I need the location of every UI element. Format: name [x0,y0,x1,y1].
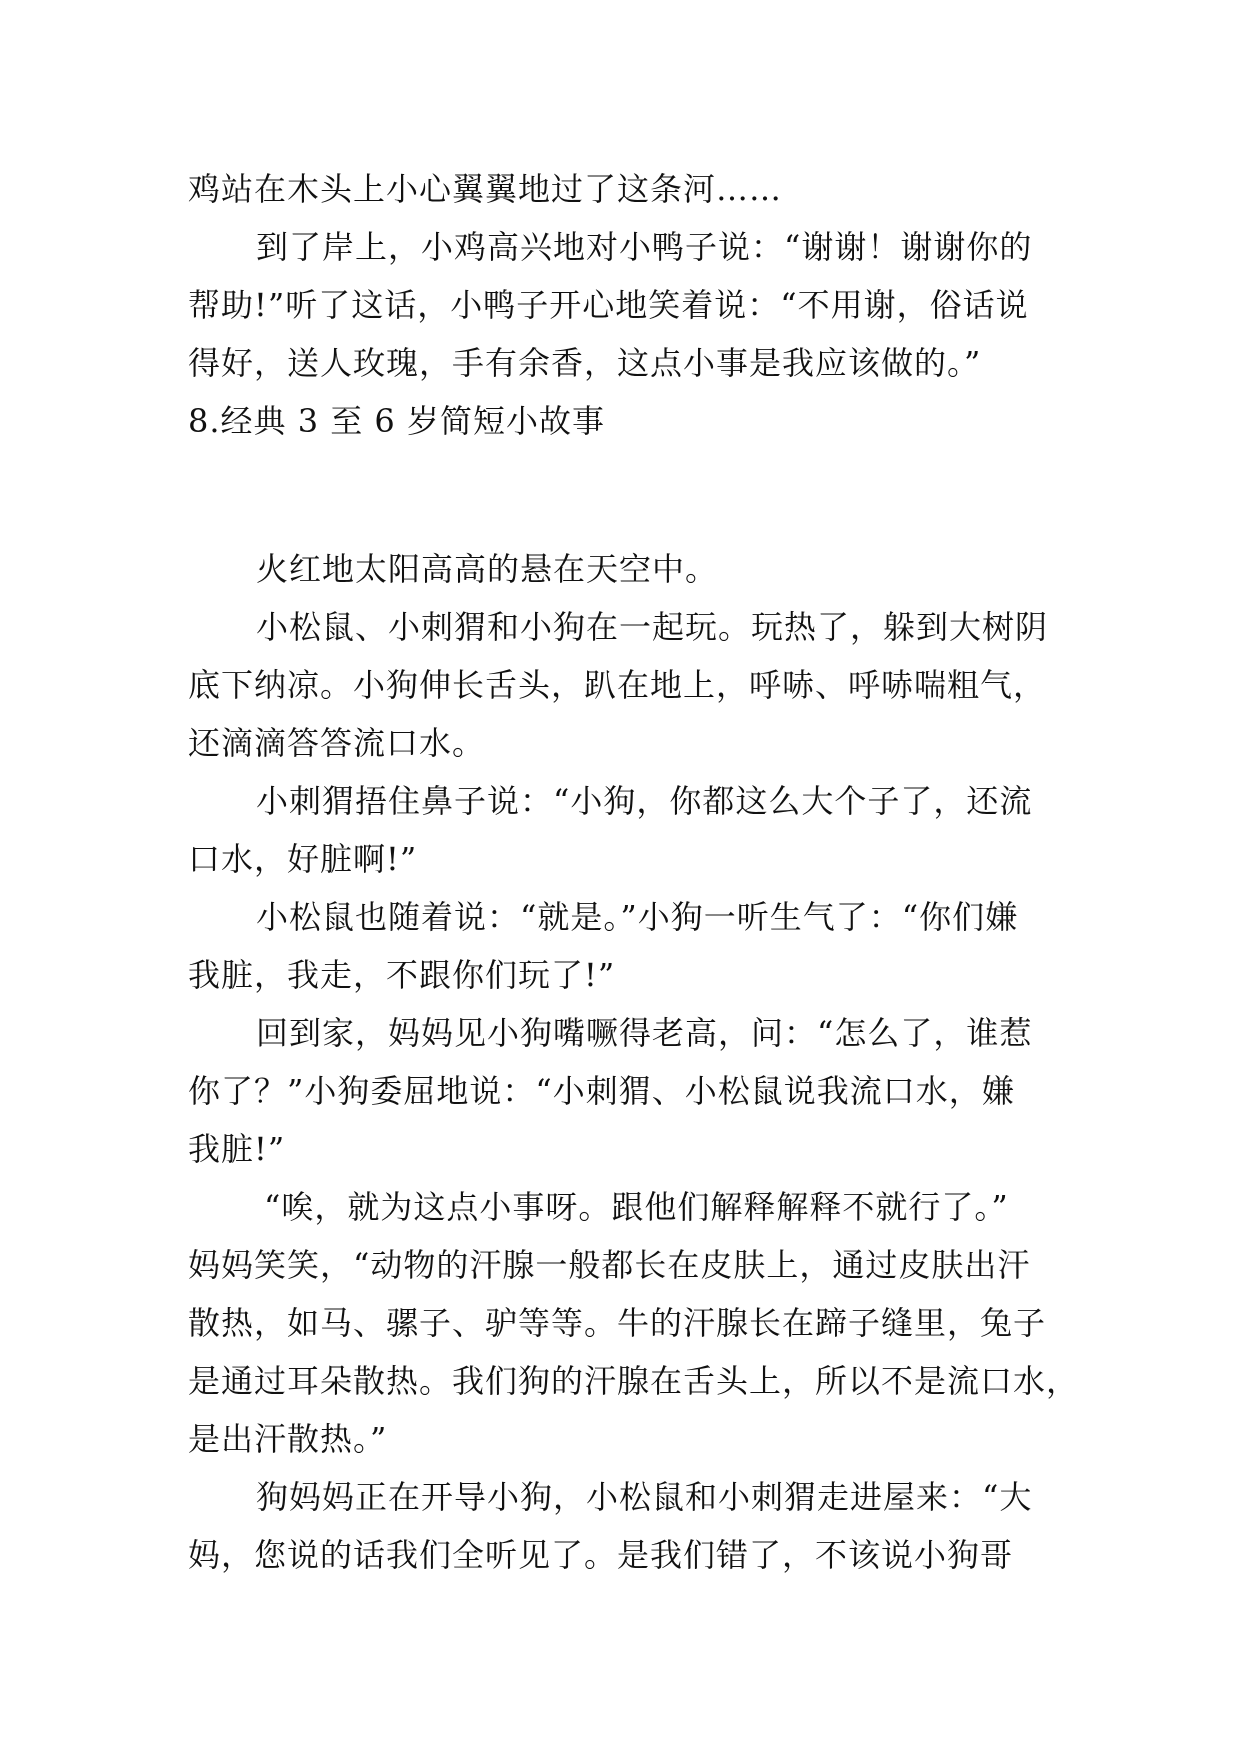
text-line: 小松鼠也随着说：“就是。”小狗一听生气了：“你们嫌 [256,898,1019,936]
document-page [188,160,1080,1584]
text-line: 散热，如马、骡子、驴等等。牛的汗腺长在蹄子缝里，兔子 [188,1304,1047,1342]
text-line: 底下纳凉。小狗伸长舌头，趴在地上，呼哧、呼哧喘粗气， [188,666,1047,704]
text-line: “唉，就为这点小事呀。跟他们解释解释不就行了。” [264,1188,1009,1226]
text-line: 我脏，我走，不跟你们玩了!” [188,956,616,994]
text-line: 回到家，妈妈见小狗嘴噘得老高，问：“怎么了，谁惹 [256,1014,1033,1052]
text-line: 鸡站在木头上小心翼翼地过了这条河…… [188,170,783,208]
text-line: 口水，好脏啊!” [188,840,418,878]
text-line: 到了岸上，小鸡高兴地对小鸭子说：“谢谢！谢谢你的 [256,228,1033,266]
section-heading: 8.经典 3 至 6 岁简短小故事 [188,402,605,440]
text-line: 小刺猬捂住鼻子说：“小狗，你都这么大个子了，还流 [256,782,1033,820]
text-line: 狗妈妈正在开导小狗，小松鼠和小刺猬走进屋来：“大 [256,1478,1033,1516]
text-line: 妈，您说的话我们全听见了。是我们错了，不该说小狗哥 [188,1536,1014,1574]
text-line: 火红地太阳高高的悬在天空中。 [256,550,719,588]
text-line: 是出汗散热。” [188,1420,388,1458]
text-line: 是通过耳朵散热。我们狗的汗腺在舌头上，所以不是流口水， [188,1362,1080,1400]
text-line: 我脏!” [188,1130,286,1168]
text-line: 帮助!”听了这话，小鸭子开心地笑着说：“不用谢，俗话说 [188,286,1029,324]
text-line: 你了？”小狗委屈地说：“小刺猬、小松鼠说我流口水，嫌 [188,1072,1015,1110]
text-line: 得好，送人玫瑰，手有余香，这点小事是我应该做的。” [188,344,982,382]
text-line: 还滴滴答答流口水。 [188,724,486,762]
blank-space [188,450,1054,540]
text-line: 小松鼠、小刺猬和小狗在一起玩。玩热了，躲到大树阴 [256,608,1049,646]
text-line: 妈妈笑笑，“动物的汗腺一般都长在皮肤上，通过皮肤出汗 [188,1246,1031,1284]
